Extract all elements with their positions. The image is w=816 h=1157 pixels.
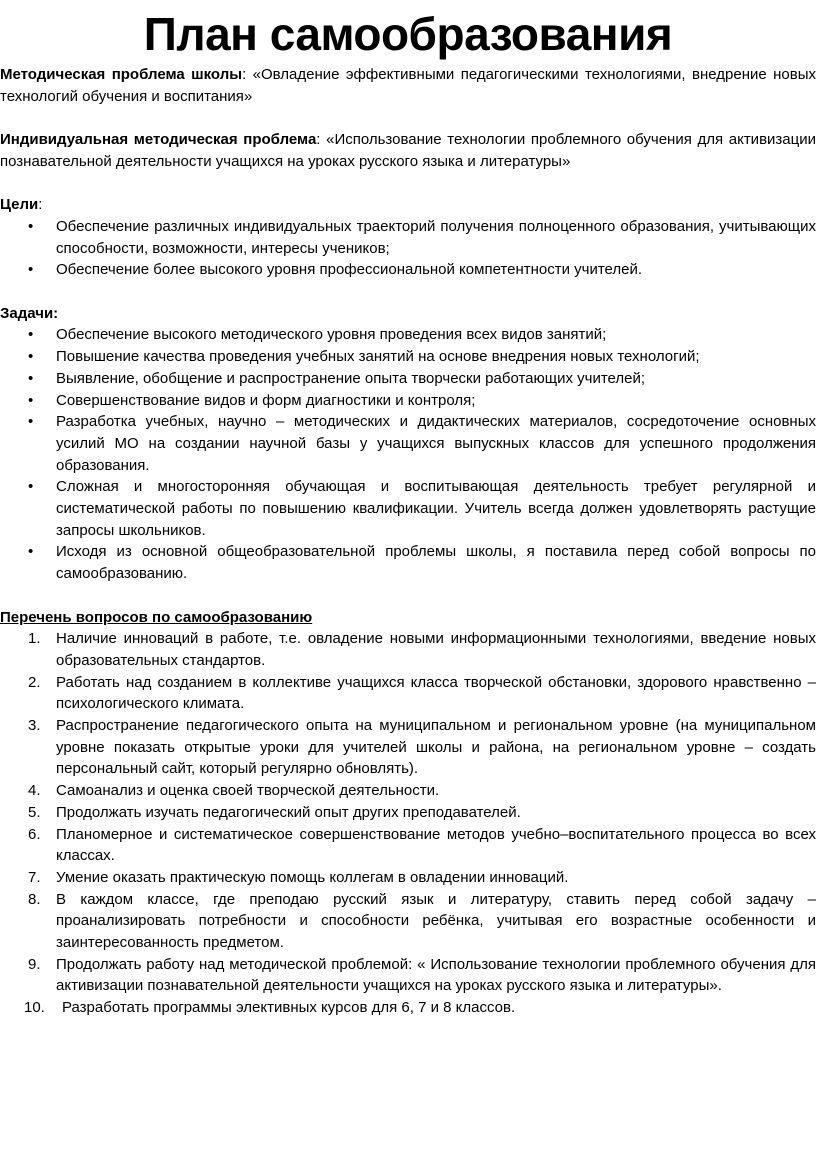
question-item [0, 867, 816, 889]
question-number: 2. [28, 673, 41, 691]
question-item [0, 715, 816, 780]
document-body [0, 64, 816, 1019]
question-number: 8. [28, 890, 41, 908]
goals-label: Цели [0, 196, 39, 214]
question-number: 10. [24, 999, 45, 1017]
question-text: В каждом классе, где преподаю русский язык и литературу, ставить перед собой задачу – проанализировать потребности и способности ребёнка, учитывая его возрастные особенности и заинтересованность предметом. [56, 890, 816, 952]
goals-heading [0, 194, 816, 216]
question-number: 1. [28, 630, 41, 648]
question-item [0, 954, 816, 997]
question-number: 6. [28, 825, 41, 843]
question-number: 9. [28, 955, 41, 973]
page-title: План самообразования [143, 8, 673, 60]
question-item [0, 672, 816, 715]
question-item [0, 628, 816, 671]
goals-separator: : [38, 196, 43, 214]
task-item: • Обеспечение высокого методического уровня проведения всех видов занятий; [0, 324, 816, 346]
tasks-list [0, 324, 816, 584]
question-item [0, 824, 816, 867]
questions-heading: Перечень вопросов по самообразованию [0, 608, 313, 626]
task-item: • Разработка учебных, научно – методических и дидактических материалов, сосредоточение основных усилий МО на создании научной базы у учащихся выпускных классов для успешного продолжения образования. [0, 411, 816, 476]
tasks-heading: Задачи: [0, 304, 59, 322]
question-number: 5. [28, 803, 41, 821]
task-item: • Сложная и многосторонняя обучающая и воспитывающая деятельность требует регулярной и систематической работы по повышению квалификации. Учитель всегда должен удовлетворять растущие запросы школьников. [0, 476, 816, 541]
question-text: Продолжать изучать педагогический опыт других преподавателей. [56, 803, 521, 821]
individual-problem [0, 129, 816, 172]
question-number: 7. [28, 868, 41, 886]
question-text: Разработать программы элективных курсов для 6, 7 и 8 классов. [62, 999, 516, 1017]
questions-list [0, 628, 816, 1019]
school-problem-separator: : [242, 66, 253, 83]
question-text: Самоанализ и оценка своей творческой деятельности. [56, 782, 440, 800]
task-item: • Повышение качества проведения учебных занятий на основе внедрения новых технологий; [0, 346, 816, 368]
goal-item: • Обеспечение более высокого уровня профессиональной компетентности учителей. [0, 259, 816, 281]
goals-list [0, 216, 816, 281]
question-text: Распространение педагогического опыта на муниципальном и региональном уровне (на муниципальном уровне показать открытые уроки для учителей школы и района, на региональном уровне – создать персональный сайт, который регулярно обновлять). [56, 717, 816, 778]
question-item [0, 889, 816, 954]
individual-problem-text: «Использование технологии проблемного обучения для активизации познавательной деятельности учащихся на уроках русского языка и литературы» [0, 131, 816, 170]
question-number: 3. [28, 717, 41, 735]
question-text: Умение оказать практическую помощь коллегам в овладении инноваций. [56, 868, 569, 886]
question-number: 4. [28, 782, 41, 800]
task-item: • Совершенствование видов и форм диагностики и контроля; [0, 390, 816, 412]
individual-problem-separator: : [316, 131, 327, 149]
school-problem-label: Методическая проблема школы [0, 66, 243, 83]
question-text: Продолжать работу над методической проблемой: « Использование технологии проблемного обучения для активизации познавательной деятельности учащихся на уроках русского языка и литературы». [56, 955, 816, 995]
question-item [0, 997, 816, 1019]
question-text: Наличие инноваций в работе, т.е. овладение новыми информационными технологиями, введение новых образовательных стандартов. [56, 630, 816, 669]
question-item [0, 780, 816, 802]
question-text: Планомерное и систематическое совершенствование методов учебно–воспитательного процесса во всех классах. [56, 825, 816, 865]
school-problem-text: «Овладение эффективными педагогическими технологиями, внедрение новых технологий обучения и воспитания» [0, 66, 816, 105]
task-item: • Выявление, обобщение и распространение опыта творчески работающих учителей; [0, 368, 816, 390]
task-item: • Исходя из основной общеобразовательной проблемы школы, я поставила перед собой вопросы по самообразованию. [0, 541, 816, 584]
question-item [0, 802, 816, 824]
goal-item: • Обеспечение различных индивидуальных траекторий получения полноценного образования, учитывающих способности, возможности, интересы учеников; [0, 216, 816, 259]
question-text: Работать над созданием в коллективе учащихся класса творческой обстановки, здорового нравственно – психологического климата. [56, 673, 816, 713]
individual-problem-label: Индивидуальная методическая проблема [0, 131, 317, 149]
school-problem [0, 64, 816, 107]
